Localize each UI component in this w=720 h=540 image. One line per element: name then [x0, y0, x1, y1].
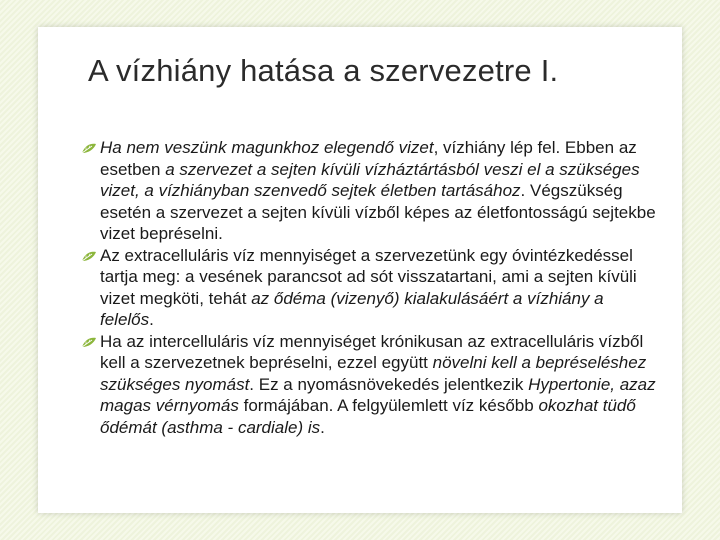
text-run: . Ez a nyomásnövekedés jelentkezik — [249, 374, 529, 394]
text-run: . — [320, 417, 325, 437]
text-run: . — [149, 310, 154, 329]
italic-run: növelni kell a bepréseléshez szükséges nyomást — [100, 353, 647, 394]
leaf-icon — [81, 337, 97, 348]
bullet-text — [100, 246, 637, 330]
text-run: , vízhiány lép fel. Ebben az esetben — [100, 138, 637, 179]
text-run: Ha az intercelluláris víz mennyiséget krónikusan az extracelluláris vízből kell a szervezetnek bepréselni, ezzel együtt — [100, 331, 644, 372]
text-run: . Végszükség esetén a szervezet a sejten kívüli vízből képes az életfontosságú sejtekbe vizet bepréselni. — [100, 181, 656, 243]
text-run: formájában. A felgyülemlett víz később — [238, 396, 539, 415]
italic-run: Ha nem veszünk magunkhoz elegendő vizet — [100, 138, 434, 157]
italic-run: okozhat tüdő ődémát (asthma - cardiale) is — [100, 396, 636, 437]
slide-title: A vízhiány hatása a szervezetre I. — [88, 53, 559, 88]
leaf-icon — [81, 143, 97, 154]
text-run: Az extracelluláris víz mennyiséget a szervezetünk egy óvintézkedéssel tartja meg: a vesének parancsot ad sót visszatartani, ami a sejten kívüli vizet megköti, tehát — [100, 245, 637, 308]
italic-run: a szervezet a sejten kívüli vízháztártásból veszi el a szükséges vizet, a vízhiányban szenvedő sejtek életben tartásához — [100, 159, 640, 200]
bullet-item-3 — [82, 331, 662, 439]
bullet-text — [100, 332, 656, 437]
bullet-item-1 — [82, 137, 662, 245]
bullet-item-2 — [82, 245, 662, 331]
leaf-icon — [81, 251, 97, 262]
bullet-text — [100, 138, 656, 243]
italic-run: Hypertonie, azaz magas vérnyomás — [100, 374, 656, 415]
bullet-list — [82, 137, 662, 438]
italic-run: az ődéma (vizenyő) kialakulásáért a vízhiány a felelős — [100, 288, 604, 329]
